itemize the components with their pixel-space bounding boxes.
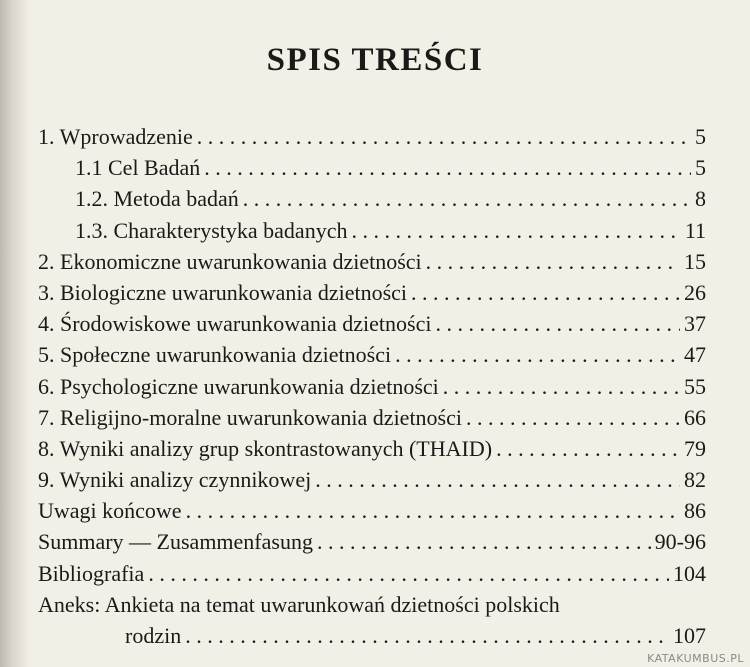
toc-entry (38, 152, 706, 183)
toc-entry-page: 26 (684, 279, 706, 305)
leader-dots (185, 620, 669, 651)
toc-entry-page: 47 (684, 342, 706, 368)
toc-entry-label: 9. Wyniki analizy czynnikowej (38, 467, 312, 493)
toc-entry-page: 55 (684, 373, 706, 399)
toc-entry-label: 6. Psychologiczne uwarunkowania dzietności (38, 373, 439, 399)
toc-entry-label: 1.3. Charakterystyka badanych (75, 217, 348, 243)
toc-entry-page: 37 (684, 311, 706, 337)
toc-entry (38, 433, 706, 464)
toc-entry (38, 246, 706, 277)
toc-entry-page: 86 (684, 498, 706, 524)
toc-entry-page: 82 (684, 467, 706, 493)
leader-dots (466, 402, 680, 433)
toc-entry-label: 3. Biologiczne uwarunkowania dzietności (38, 279, 408, 305)
toc-entry-label: 2. Ekonomiczne uwarunkowania dzietności (38, 248, 422, 274)
toc-entry (38, 308, 706, 339)
aneks-label-line1: Aneks: Ankieta na temat uwarunkowań dzietności polskich (38, 591, 560, 617)
watermark: KATAKUMBUS.PL (647, 652, 744, 665)
toc-entry-aneks (38, 589, 706, 651)
leader-dots (496, 433, 680, 464)
toc-entry-label: 7. Religijno-moralne uwarunkowania dzietności (38, 404, 462, 430)
toc-entry (38, 526, 706, 557)
aneks-label-line2: rodzin (125, 622, 182, 648)
toc-entry (38, 495, 706, 526)
table-of-contents (38, 121, 706, 651)
toc-entry (38, 402, 706, 433)
toc-entry (38, 215, 706, 246)
toc-entry-page: 8 (695, 186, 706, 212)
leader-dots (426, 246, 680, 277)
toc-entry-page: 66 (684, 404, 706, 430)
toc-entry-label: 4. Środowiskowe uwarunkowania dzietności (38, 311, 432, 337)
toc-entry (38, 339, 706, 370)
toc-entry-label: 1. Wprowadzenie (38, 124, 193, 149)
leader-dots (197, 121, 691, 152)
toc-entry-page: 104 (673, 560, 706, 586)
toc-entry-label: 1.2. Metoda badań (75, 186, 239, 212)
leader-dots (148, 558, 669, 589)
toc-entry-page: 15 (684, 248, 706, 274)
toc-entry (38, 183, 706, 214)
leader-dots (186, 495, 680, 526)
toc-entry-label: Summary — Zusammenfasung (38, 529, 313, 555)
toc-entry-page: 79 (684, 435, 706, 461)
toc-entry-page: 90-96 (654, 529, 706, 555)
toc-entry-label: Bibliografia (38, 560, 145, 586)
toc-entry-label: 8. Wyniki analizy grup skontrastowanych (THAID) (38, 435, 493, 461)
toc-entry (38, 558, 706, 589)
toc-entry-page: 11 (684, 217, 706, 243)
leader-dots (204, 152, 691, 183)
toc-entry-label: Uwagi końcowe (38, 498, 182, 524)
toc-entry (38, 464, 706, 495)
page-gutter-shadow (0, 0, 30, 667)
leader-dots (395, 339, 680, 370)
toc-entry-page: 107 (673, 622, 706, 648)
leader-dots (351, 215, 680, 246)
toc-entry-label: 5. Społeczne uwarunkowania dzietności (38, 342, 392, 368)
toc-entry-page: 5 (695, 124, 706, 149)
leader-dots (315, 464, 680, 495)
leader-dots (435, 308, 680, 339)
toc-entry (38, 121, 706, 152)
toc-entry (38, 277, 706, 308)
leader-dots (317, 526, 651, 557)
toc-entry (38, 371, 706, 402)
page-title: SPIS TREŚCI (266, 42, 484, 78)
leader-dots (443, 371, 680, 402)
leader-dots (243, 183, 691, 214)
leader-dots (411, 277, 680, 308)
toc-entry-page: 5 (695, 155, 706, 181)
toc-entry-label: 1.1 Cel Badań (75, 155, 201, 181)
